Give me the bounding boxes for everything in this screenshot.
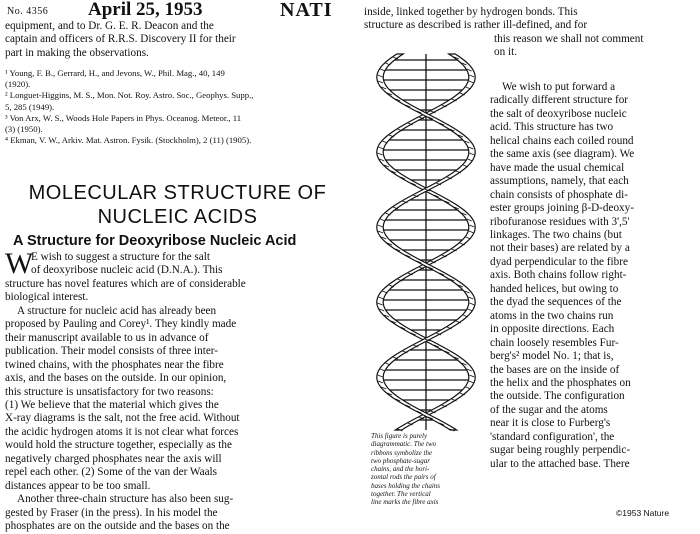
text-line: the salt of deoxyribose nucleic bbox=[490, 107, 627, 120]
text-line: the outside. The configuration bbox=[490, 390, 625, 403]
title-line: MOLECULAR STRUCTURE OF bbox=[28, 182, 327, 204]
caption-line: chains, and the hori- bbox=[371, 465, 430, 474]
caption-line: diagrammatic. The two bbox=[371, 440, 437, 449]
text-line: the same axis (see diagram). We bbox=[490, 148, 635, 161]
text-line: E wish to suggest a structure for the salt bbox=[31, 251, 210, 263]
left-body-lines bbox=[5, 247, 330, 534]
text-line: (1) We believe that the material which gives the bbox=[5, 398, 219, 411]
top-right-text bbox=[364, 6, 700, 60]
text-line: of deoxyribose nucleic acid (D.N.A.). This bbox=[31, 264, 223, 277]
text-line: ular to the attached base. There bbox=[490, 457, 630, 470]
double-helix-diagram bbox=[367, 54, 485, 430]
title-line: NUCLEIC ACIDS bbox=[97, 206, 258, 228]
caption-line: This figure is purely bbox=[371, 432, 428, 440]
text-line: axis, and the bases on the outside. In our opinion, bbox=[5, 372, 227, 385]
text-line: gested by Fraser (in the press). In his model the bbox=[5, 506, 218, 519]
text-line: 'standard configuration', the bbox=[490, 430, 615, 443]
references-list bbox=[5, 68, 330, 146]
text-line: X-ray diagrams is the salt, not the free acid. Without bbox=[5, 412, 240, 425]
figure-caption bbox=[371, 432, 481, 507]
issue-date: April 25, 1953 bbox=[88, 0, 203, 20]
text-line: proposed by Pauling and Corey¹. They kindly made bbox=[5, 318, 237, 331]
text-line: radically different structure for bbox=[490, 94, 629, 107]
text-line: helical chains each coiled round bbox=[490, 134, 634, 147]
text-line: the acidic hydrogen atoms it is not clear what forces bbox=[5, 425, 239, 438]
caption-line: zontal rods the pairs of bbox=[371, 473, 436, 482]
intro-text bbox=[5, 20, 330, 60]
text-line: of the sugar and the atoms bbox=[490, 403, 608, 416]
text-line: phosphates are on the outside and the bases on the bbox=[5, 520, 230, 533]
text-line: this reason we shall not comment bbox=[494, 32, 644, 45]
text-line: assumptions, namely, that each bbox=[490, 175, 629, 188]
text-line: in opposite directions. Each bbox=[490, 323, 615, 336]
reference-line: ¹ Young, F. B., Gerrard, H., and Jevons, W., Phil. Mag., 40, 149 bbox=[5, 68, 225, 78]
reference-line: 5, 285 (1949). bbox=[5, 101, 55, 112]
text-line: structure has novel features which are of considerable bbox=[5, 277, 246, 290]
text-line: chain loosely resembles Fur- bbox=[490, 336, 619, 349]
text-line: part in making the observations. bbox=[5, 46, 149, 59]
text-line: on it. bbox=[494, 46, 517, 59]
text-line: this structure is unsatisfactory for two reasons: bbox=[5, 385, 214, 398]
reference-line: ² Longuet-Higgins, M. S., Mon. Not. Roy. Astro. Soc., Geophys. Supp., bbox=[5, 90, 254, 101]
text-line: the helix and the phosphates on bbox=[490, 376, 631, 389]
text-line: publication. Their model consists of three inter- bbox=[5, 345, 219, 358]
text-line: near it is close to Furberg's bbox=[490, 417, 611, 430]
text-line: would hold the structure together, especially as the bbox=[5, 439, 232, 452]
issue-number: No. 4356 bbox=[7, 6, 49, 17]
text-line: linkages. The two chains (but bbox=[490, 228, 622, 241]
reference-line: (3) (1950). bbox=[5, 124, 43, 135]
text-line: distances appear to be too small. bbox=[5, 479, 151, 492]
text-line: A structure for nucleic acid has already been bbox=[17, 304, 217, 317]
text-line: equipment, and to Dr. G. E. R. Deacon and the bbox=[5, 20, 214, 32]
caption-line: bases holding the chains bbox=[371, 481, 441, 490]
article-subtitle: A Structure for Deoxyribose Nucleic Acid bbox=[13, 233, 297, 249]
text-line: their manuscript available to us in advance of bbox=[5, 331, 209, 344]
caption-line: ribbons symbolize the bbox=[371, 448, 433, 457]
caption-line: together. The vertical bbox=[371, 490, 431, 499]
text-line: repel each other. (2) Some of the van der Waals bbox=[5, 466, 217, 479]
text-line: ester groups joining β-D-deoxy- bbox=[490, 202, 634, 215]
journal-name: NATI bbox=[280, 0, 333, 21]
text-line: berg's² model No. 1; that is, bbox=[490, 350, 614, 363]
text-line: the dyad the sequences of the bbox=[490, 296, 622, 309]
text-line: atoms in the two chains run bbox=[490, 309, 614, 322]
text-line: Another three-chain structure has also been sug- bbox=[17, 493, 234, 506]
text-line: sugar being roughly perpendic- bbox=[490, 444, 631, 457]
article-title bbox=[5, 181, 350, 229]
text-line: biological interest. bbox=[5, 291, 89, 304]
text-line: inside, linked together by hydrogen bonds. This bbox=[364, 6, 578, 18]
text-line: structure as described is rather ill-defined, and for bbox=[364, 19, 588, 32]
caption-line: two phosphate-sugar bbox=[371, 456, 430, 465]
text-line: chain consists of phosphate di- bbox=[490, 188, 628, 201]
text-line: not their bases) are related by a bbox=[490, 242, 630, 255]
text-line: We wish to put forward a bbox=[502, 81, 616, 93]
text-line: ribofuranose residues with 3',5' bbox=[490, 215, 630, 228]
text-line: acid. This structure has two bbox=[490, 121, 614, 134]
caption-line: line marks the fibre axis bbox=[371, 498, 439, 507]
text-line: the bases are on the inside of bbox=[490, 363, 620, 376]
drop-cap: W bbox=[5, 247, 34, 280]
reference-line: (1920). bbox=[5, 79, 31, 90]
text-line: have made the usual chemical bbox=[490, 161, 625, 174]
text-line: handed helices, but owing to bbox=[490, 282, 619, 295]
text-line: dyad perpendicular to the fibre bbox=[490, 255, 628, 268]
copyright-notice: ©1953 Nature bbox=[616, 508, 670, 518]
text-line: axis. Both chains follow right- bbox=[490, 269, 627, 282]
reference-line: ⁴ Ekman, V. W., Arkiv. Mat. Astron. Fysik. (Stockholm), 2 (11) (1905). bbox=[5, 135, 252, 146]
text-line: captain and officers of R.R.S. Discovery II for their bbox=[5, 33, 236, 46]
right-column-body bbox=[490, 81, 700, 471]
left-column-body bbox=[5, 247, 330, 534]
text-line: twined chains, with the phosphates near the fibre bbox=[5, 358, 224, 371]
reference-line: ³ Von Arx, W. S., Woods Hole Papers in Phys. Oceanog. Meteor., 11 bbox=[5, 112, 242, 123]
text-line: negatively charged phosphates near the axis will bbox=[5, 452, 222, 465]
